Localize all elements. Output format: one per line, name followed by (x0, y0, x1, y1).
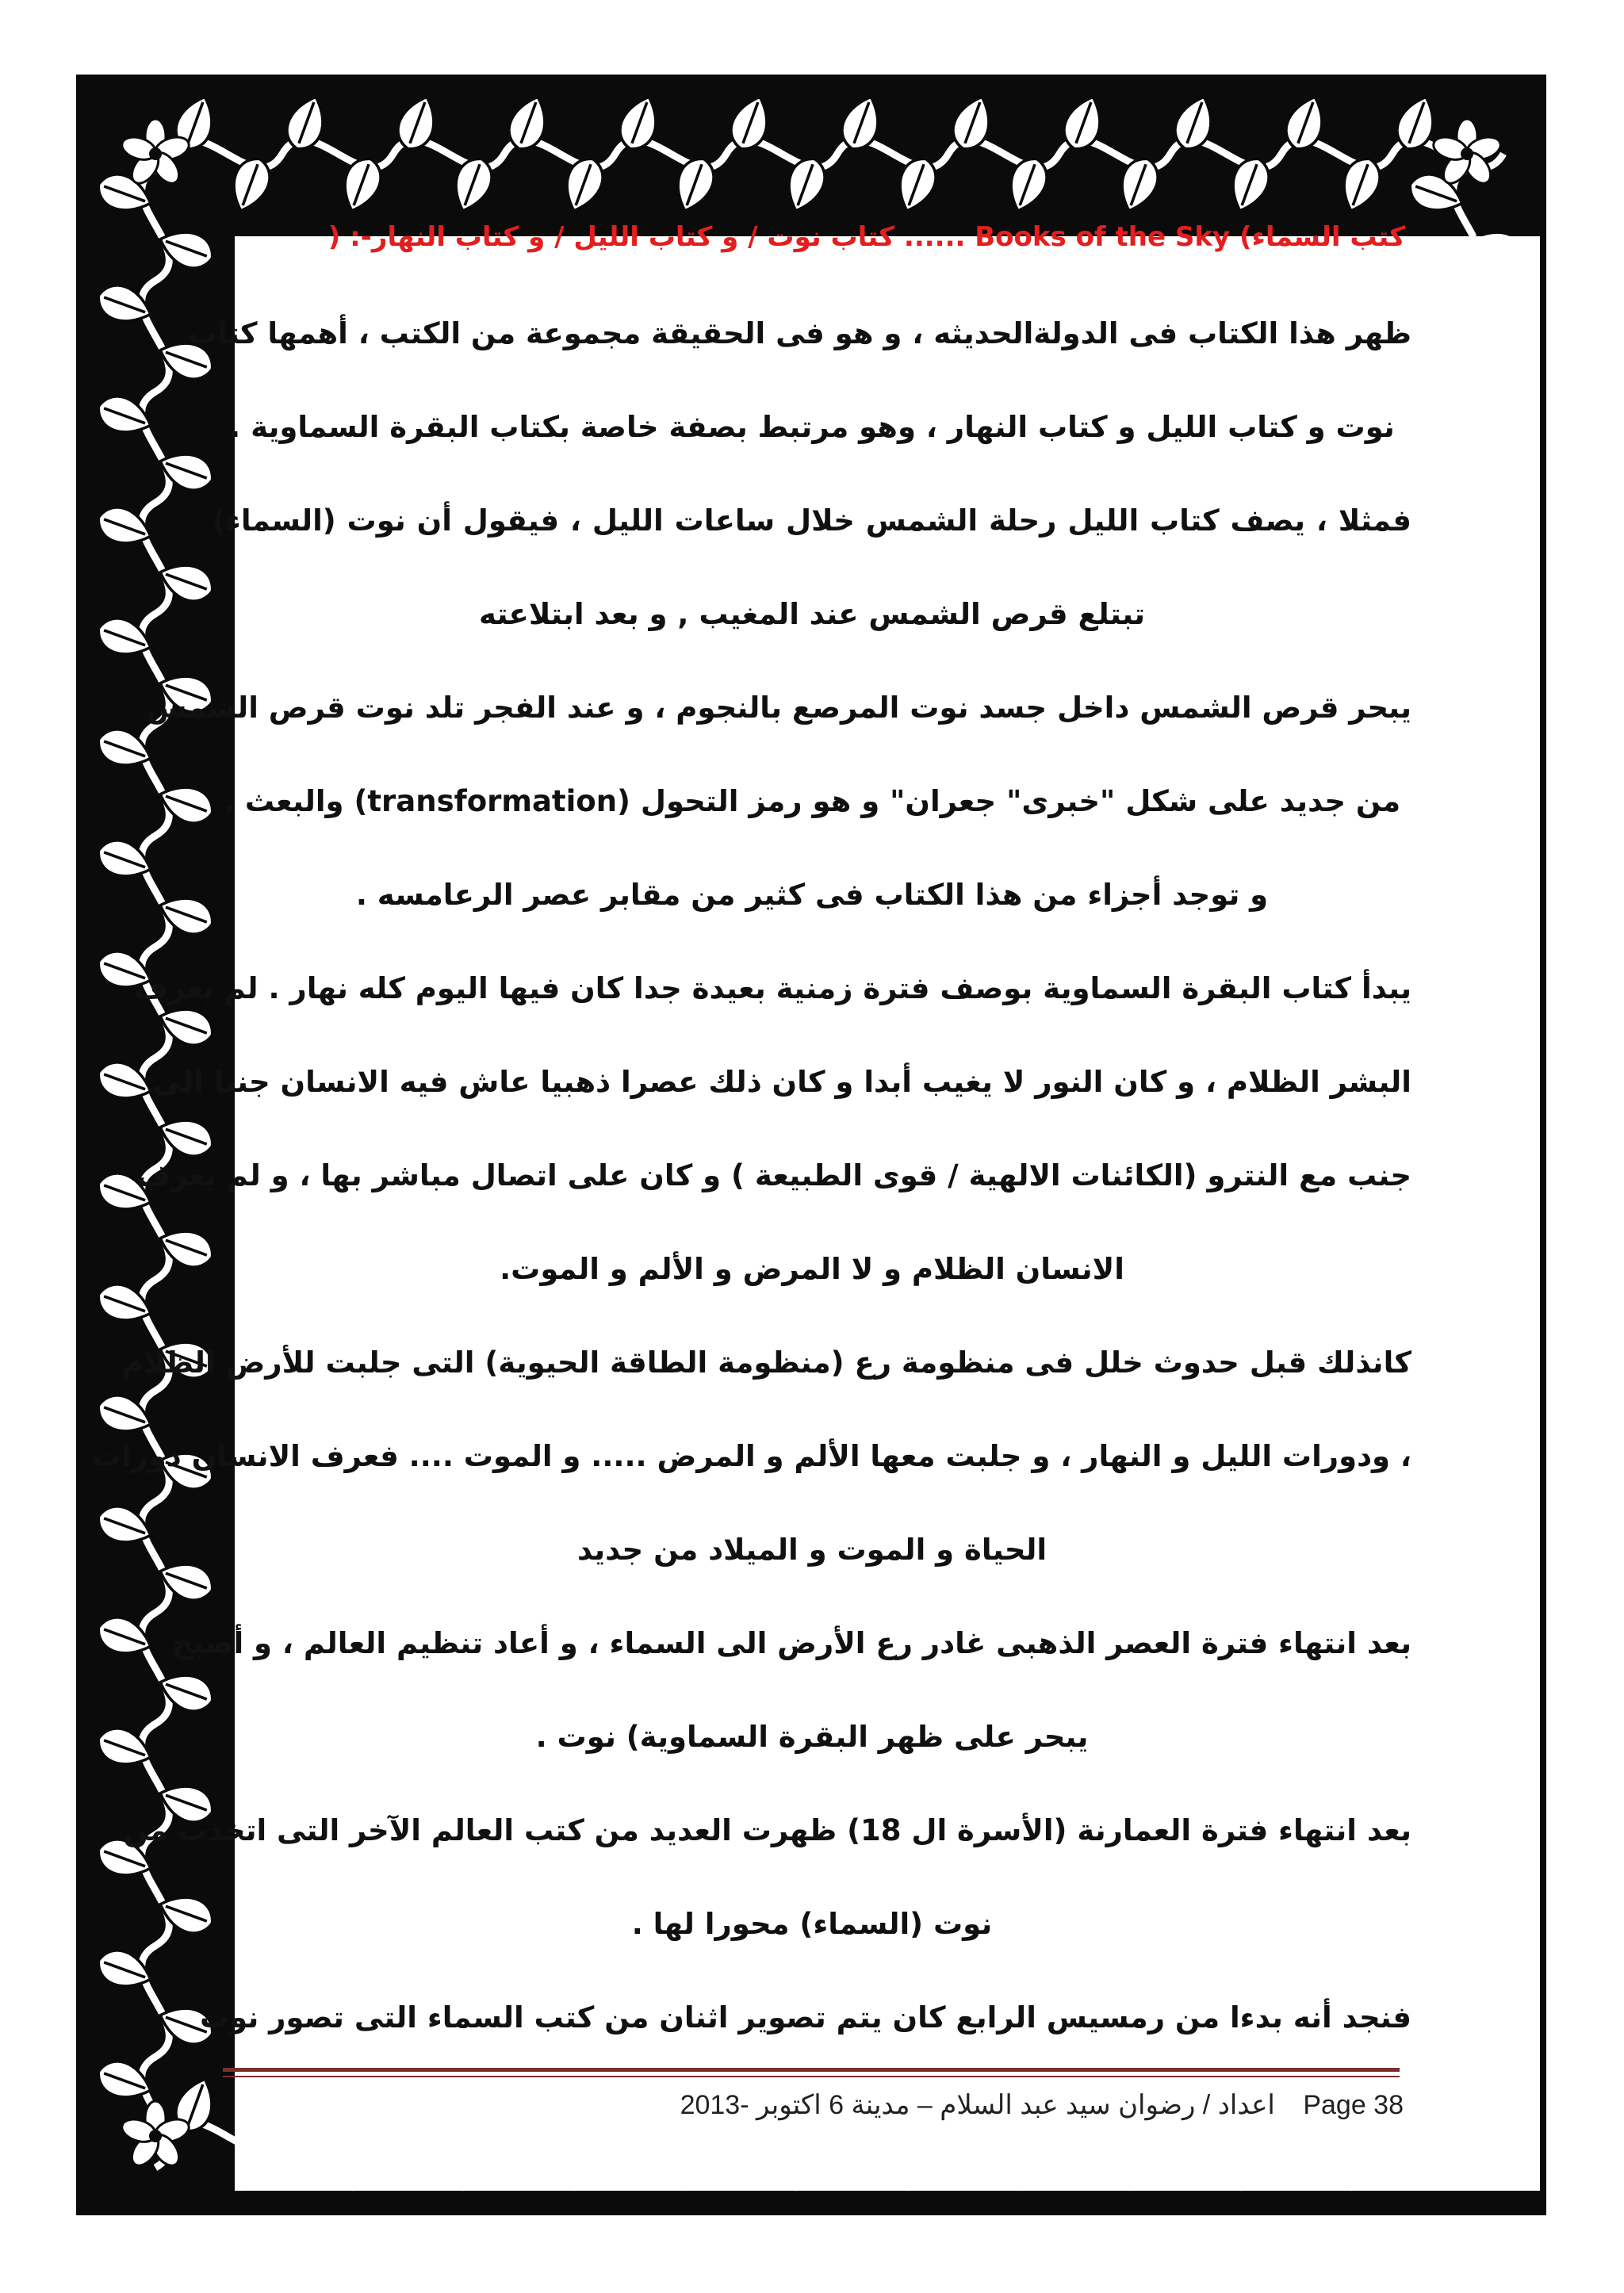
text-line: بعد انتهاء فترة العصر الذهبى غادر رع الأرض الى السماء ، و أعاد تنظيم العالم ، و أصبح (171, 1625, 1411, 1660)
text-line: نوت (السماء) محورا لها . (631, 1906, 993, 1941)
text-line: كانذلك قبل حدوث خلل فى منظومة رع (منظومة الطاقة الحيوية) التى جلبت للأرض الظلام (121, 1345, 1411, 1380)
footer-divider-thin (223, 2076, 1400, 2077)
text-line: ، ودورات الليل و النهار ، و جلبت معها الألم و المرض ..... و الموت .... فعرف الانسان دورات (91, 1438, 1411, 1473)
text-line: فنجد أنه بدءا من رمسيس الرابع كان يتم تصوير اثنان من كتب السماء التى تصور نوت (199, 2000, 1411, 2035)
text-line: تبتلع قرص الشمس عند المغيب , و بعد ابتلاعته (479, 596, 1145, 631)
author-credit: اعداد / رضوان سيد عبد السلام – مدينة 6 اكتوبر -2013 (680, 2090, 1275, 2120)
text-line: يبحر على ظهر البقرة السماوية) نوت . (535, 1719, 1089, 1754)
text-line: ظهر هذا الكتاب فى الدولةالحديثه ، و هو فى الحقيقة مجموعة من الكتب ، أهمها كتاب (187, 316, 1411, 350)
text-line: فمثلا ، يصف كتاب الليل رحلة الشمس خلال ساعات الليل ، فيقول أن نوت (السماء) (213, 503, 1411, 538)
document-body (91, 219, 1411, 2042)
text-line: يبدأ كتاب البقرة السماوية بوصف فترة زمنية بعيدة جدا كان فيها اليوم كله نهار . لم يعرف (134, 970, 1411, 1005)
text-line: الانسان الظلام و لا المرض و الألم و الموت. (500, 1251, 1124, 1286)
page-number: Page 38 (1303, 2090, 1404, 2120)
text-line: جنب مع النترو (الكائنات الالهية / قوى الطبيعة ) و كان على اتصال مباشر بها ، و لم يعرف (136, 1158, 1411, 1192)
body-text (91, 287, 1411, 2065)
text-line: يبحر قرص الشمس داخل جسد نوت المرصع بالنجوم ، و عند الفجر تلد نوت قرص الشمس (146, 690, 1411, 725)
text-line: و توجد أجزاء من هذا الكتاب فى كثير من مقابر عصر الرعامسه . (355, 877, 1269, 912)
text-line: من جديد على شكل "خبرى" جعران" و هو رمز التحول (transformation) والبعث . (223, 783, 1401, 818)
text-line: البشر الظلام ، و كان النور لا يغيب أبدا و كان ذلك عصرا ذهبيا عاش فيه الانسان جنبا الى (152, 1064, 1411, 1099)
section-heading: كتب السماء) Books of the Sky ...... كتاب نوت / و كتاب الليل / و كتاب النهار-: ( (327, 221, 1405, 253)
text-line: الحياة و الموت و الميلاد من جديد (576, 1532, 1048, 1567)
footer-divider-thick (223, 2068, 1400, 2072)
page-footer (587, 2089, 1404, 2129)
text-line: بعد انتهاء فترة العمارنة (الأسرة ال 18) ظهرت العديد من كتب العالم الآخر التى اتخذت من (123, 1813, 1411, 1847)
text-line: نوت و كتاب الليل و كتاب النهار ، وهو مرتبط بصفة خاصة بكتاب البقرة السماوية . (229, 409, 1395, 444)
